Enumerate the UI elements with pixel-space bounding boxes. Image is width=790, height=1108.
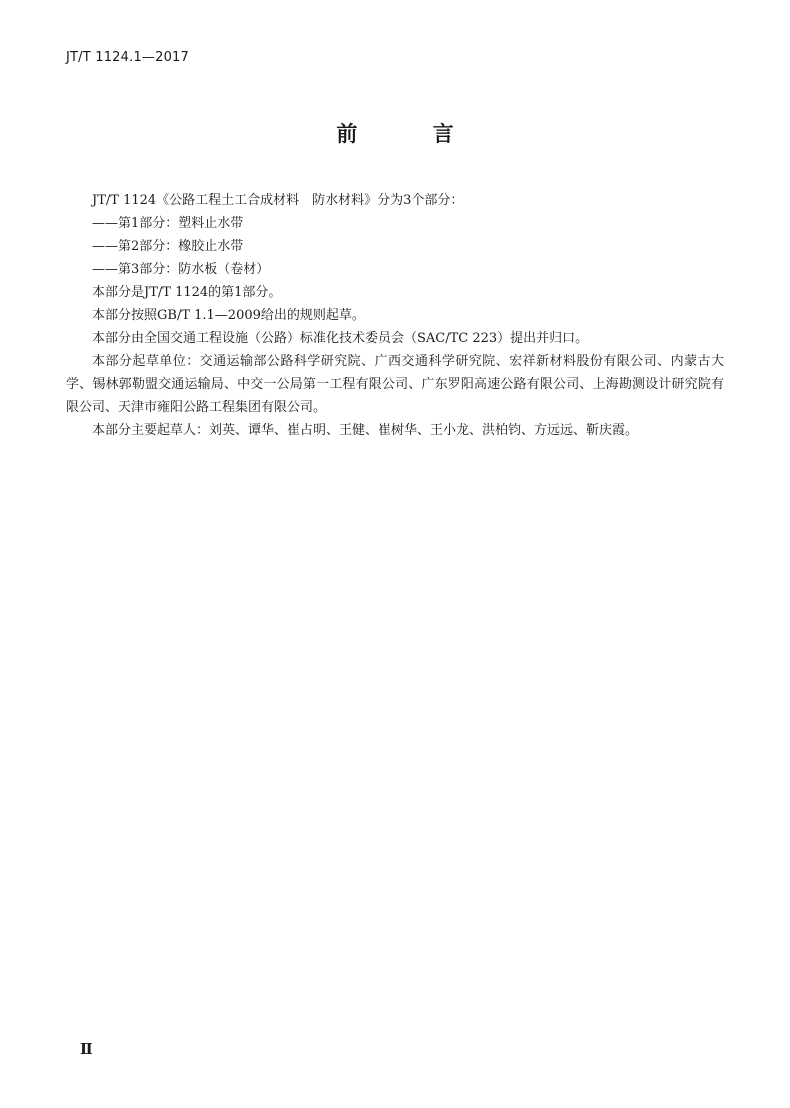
page-title: 前 言 [336, 122, 488, 146]
paragraph-proposer: 本部分由全国交通工程设施（公路）标准化技术委员会（SAC/TC 223）提出并归口。 [92, 331, 589, 346]
list-item-part-1: ——第1部分：塑料止水带 [92, 216, 244, 231]
paragraph-drafters: 本部分主要起草人：刘英、谭华、崔占明、王健、崔树华、王小龙、洪柏钧、方远远、靳庆霞。 [92, 423, 639, 438]
list-item-part-3: ——第3部分：防水板（卷材） [92, 262, 270, 277]
paragraph-this-part: 本部分是JT/T 1124的第1部分。 [92, 285, 282, 300]
foreword-body [66, 189, 724, 442]
page-number: Ⅱ [80, 1040, 93, 1058]
paragraph-drafting-rules: 本部分按照GB/T 1.1—2009给出的规则起草。 [92, 308, 365, 323]
list-item-part-2: ——第2部分：橡胶止水带 [92, 239, 244, 254]
paragraph-parts-intro: JT/T 1124《公路工程土工合成材料 防水材料》分为3个部分： [92, 193, 464, 208]
paragraph-drafting-units: 本部分起草单位：交通运输部公路科学研究院、广西交通科学研究院、宏祥新材料股份有限公司、内蒙古大学、锡林郭勒盟交通运输局、中交一公局第一工程有限公司、广东罗阳高速公路有限公司、上海勘测设计研究院有限公司、天津市雍阳公路工程集团有限公司。 [66, 354, 724, 415]
standard-code: JT/T 1124.1—2017 [66, 50, 189, 65]
